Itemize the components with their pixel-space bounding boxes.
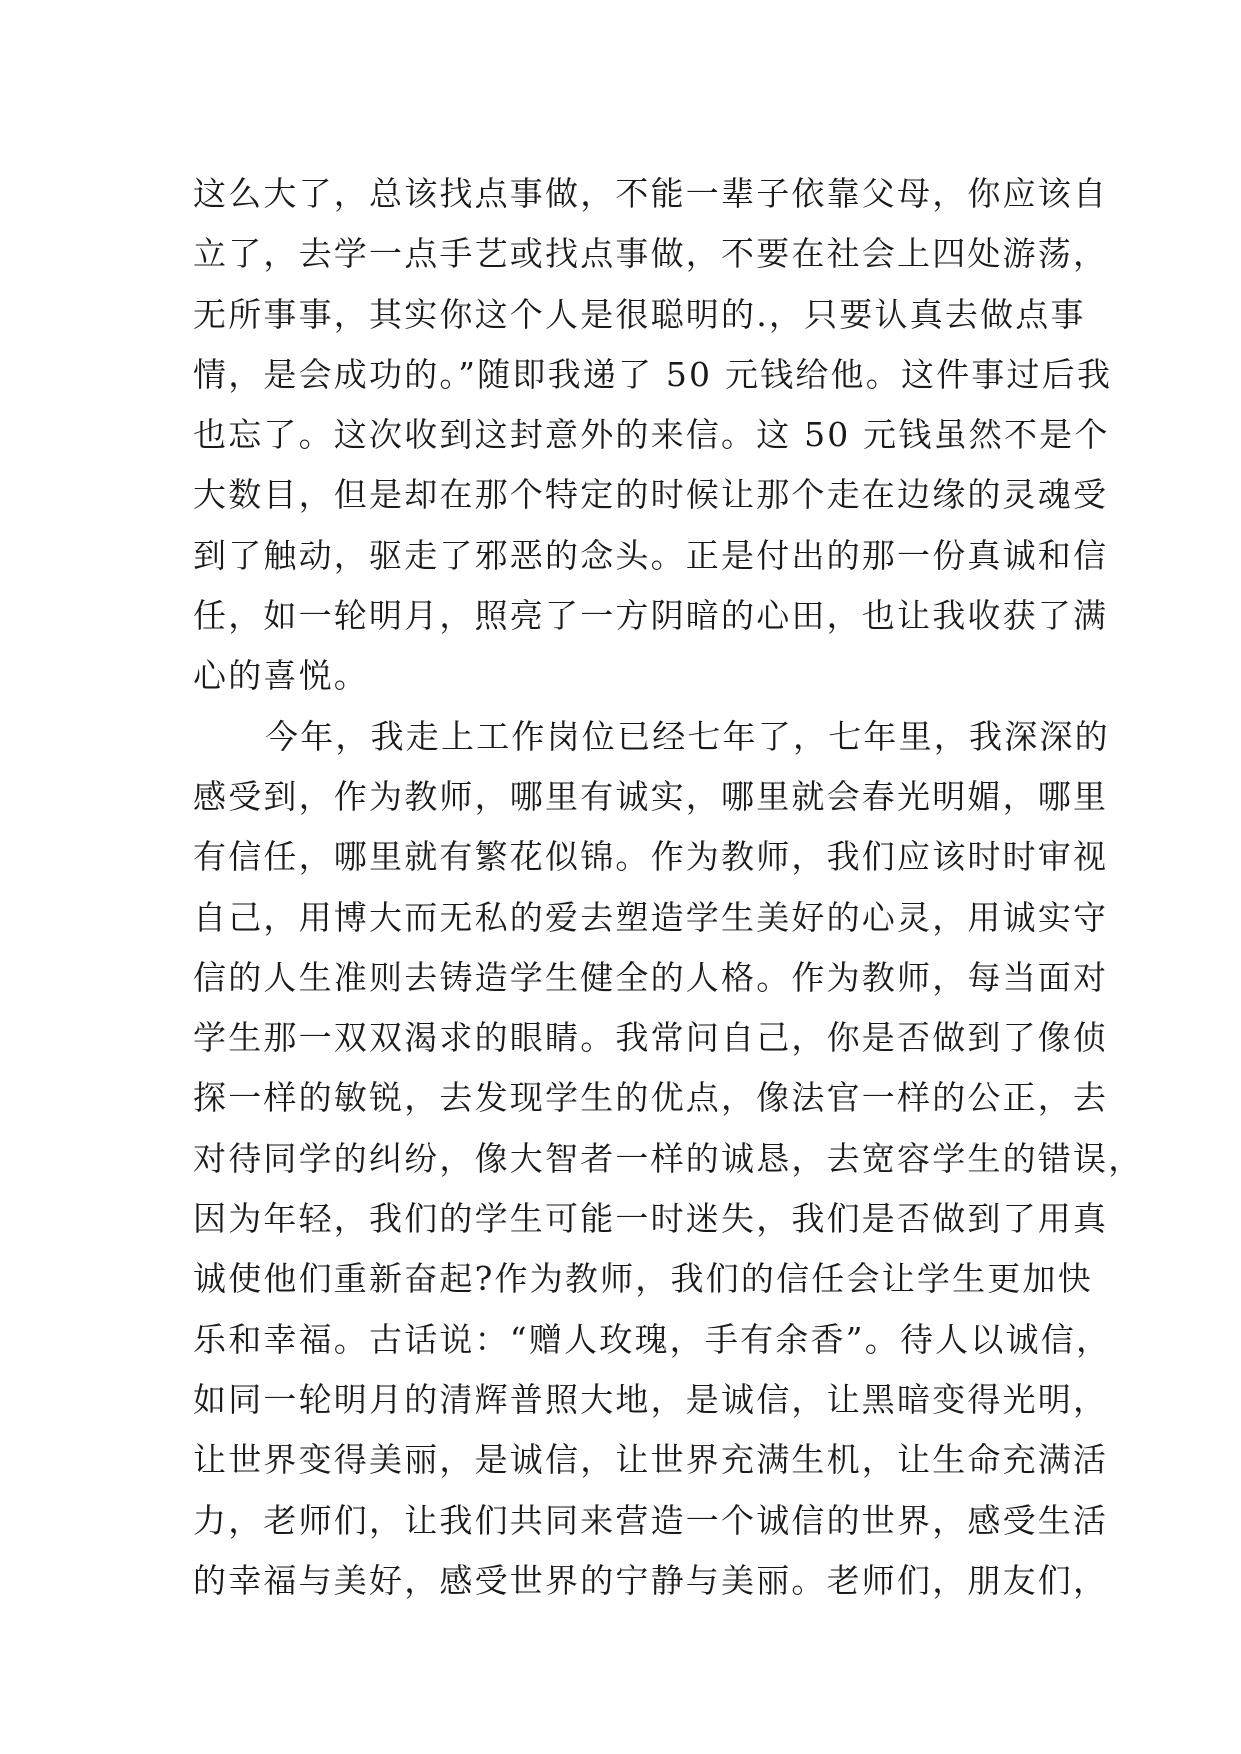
text-line: 无所事事，其实你这个人是很聪明的.，只要认真去做点事 bbox=[193, 294, 1086, 334]
text-line: 信的人生准则去铸造学生健全的人格。作为教师，每当面对 bbox=[193, 957, 1109, 997]
text-line: 自己，用博大而无私的爱去塑造学生美好的心灵，用诚实守 bbox=[193, 897, 1109, 937]
text-line: 学生那一双双渴求的眼睛。我常问自己，你是否做到了像侦 bbox=[193, 1018, 1109, 1058]
text-line: 乐和幸福。古话说：“赠人玫瑰，手有余香”。待人以诚信， bbox=[193, 1319, 1112, 1359]
paragraph-first-line: 今年，我走上工作岗位已经七年了，七年里，我深深的 bbox=[265, 716, 1110, 756]
text-line: 任，如一轮明月，照亮了一方阴暗的心田，也让我收获了满 bbox=[193, 596, 1109, 636]
text-line: 这么大了，总该找点事做，不能一辈子依靠父母，你应该自 bbox=[193, 174, 1109, 213]
text-line: 大数目，但是却在那个特定的时候让那个走在边缘的灵魂受 bbox=[193, 475, 1109, 515]
text-line: 的幸福与美好，感受世界的宁静与美丽。老师们，朋友们， bbox=[193, 1560, 1109, 1600]
text-line: 对待同学的纠纷，像大智者一样的诚恳，去宽容学生的错误， bbox=[193, 1138, 1144, 1178]
text-line: 情，是会成功的。”随即我递了 50 元钱给他。这件事过后我 bbox=[193, 354, 1113, 394]
text-line: 探一样的敏锐，去发现学生的优点，像法官一样的公正，去 bbox=[193, 1078, 1109, 1118]
text-line: 力，老师们，让我们共同来营造一个诚信的世界，感受生活 bbox=[193, 1500, 1109, 1540]
text-line: 因为年轻，我们的学生可能一时迷失，我们是否做到了用真 bbox=[193, 1199, 1109, 1239]
text-line: 感受到，作为教师，哪里有诚实，哪里就会春光明媚，哪里 bbox=[193, 776, 1109, 816]
text-line: 也忘了。这次收到这封意外的来信。这 50 元钱虽然不是个 bbox=[193, 415, 1110, 455]
body-text bbox=[193, 164, 1144, 1611]
text-line: 诚使他们重新奋起?作为教师，我们的信任会让学生更加快 bbox=[193, 1259, 1093, 1299]
text-line: 有信任，哪里就有繁花似锦。作为教师，我们应该时时审视 bbox=[193, 837, 1109, 877]
text-line: 让世界变得美丽，是诚信，让世界充满生机，让生命充满活 bbox=[193, 1440, 1109, 1480]
text-line: 到了触动，驱走了邪恶的念头。正是付出的那一份真诚和信 bbox=[193, 535, 1109, 575]
text-line: 如同一轮明月的清辉普照大地，是诚信，让黑暗变得光明， bbox=[193, 1379, 1109, 1419]
text-line: 心的喜悦。 bbox=[193, 656, 369, 696]
text-line: 立了，去学一点手艺或找点事做，不要在社会上四处游荡， bbox=[193, 234, 1109, 274]
